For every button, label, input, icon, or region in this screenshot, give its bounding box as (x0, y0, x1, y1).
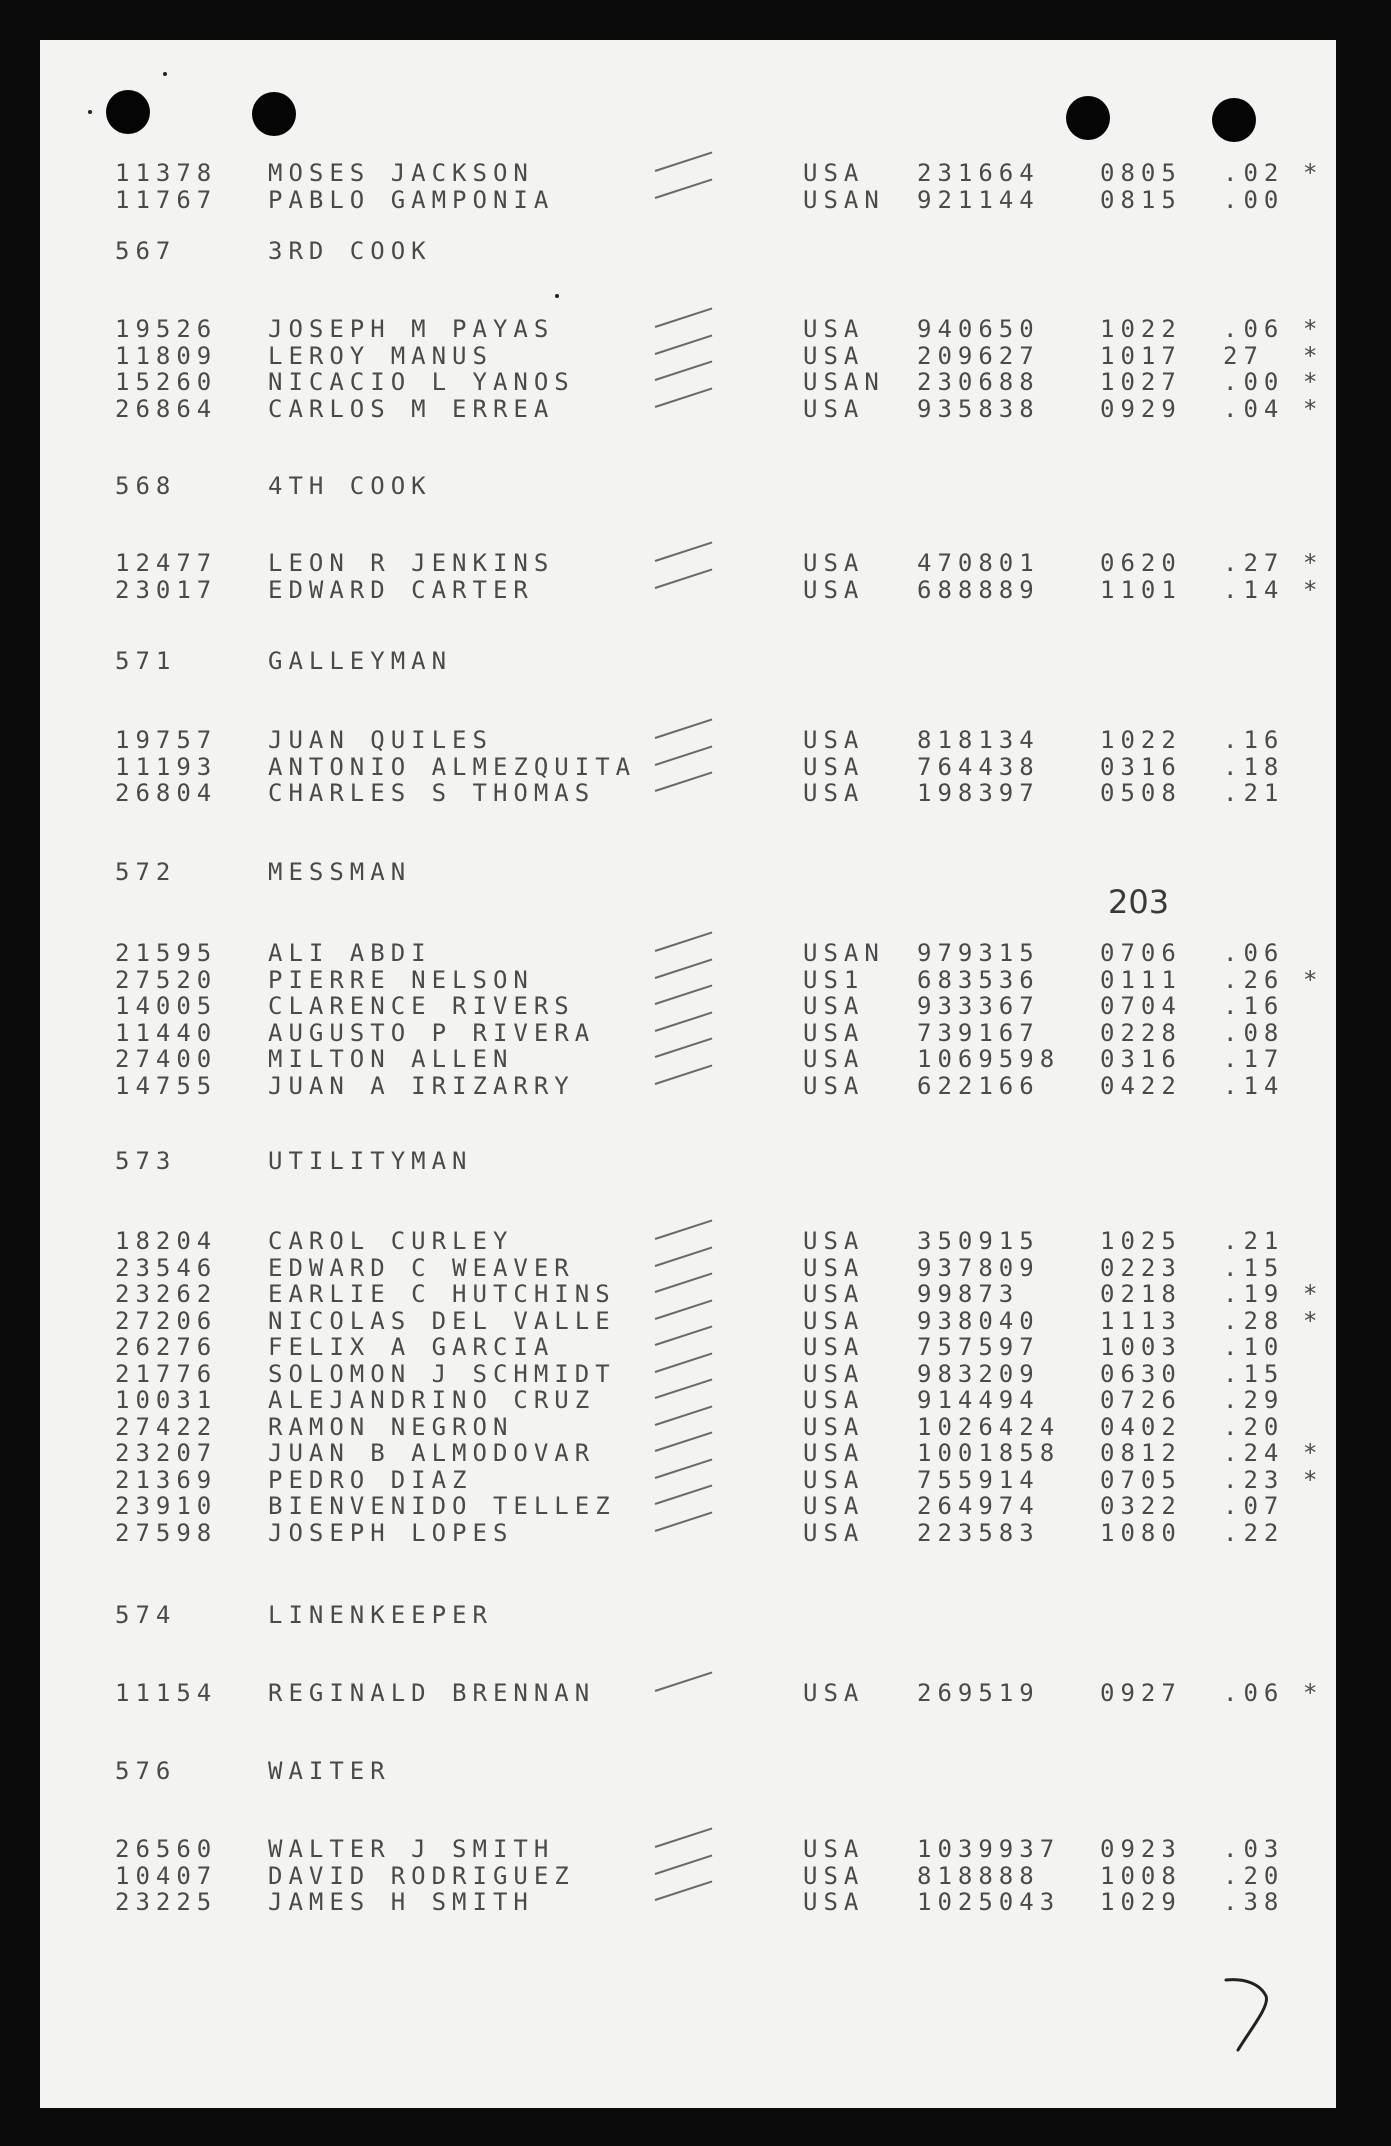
row-code: 1113 (1100, 1306, 1182, 1335)
pencil-tick (655, 1220, 713, 1240)
pencil-tick (655, 152, 713, 172)
row-nat: USA (803, 1227, 865, 1255)
row-star: * (1303, 1306, 1324, 1335)
row-code: 0706 (1100, 939, 1182, 967)
row-pct: .38 (1223, 1888, 1285, 1916)
row-id: 27422 (115, 1412, 218, 1441)
speck (163, 72, 167, 76)
row-nat: US1 (803, 965, 865, 994)
row-code: 0812 (1100, 1439, 1182, 1467)
row-nat: USA (803, 1888, 865, 1916)
row-code: 1003 (1100, 1333, 1182, 1361)
row-code: 0322 (1100, 1492, 1182, 1520)
row-code: 0316 (1100, 1045, 1182, 1073)
row-id: 23225 (115, 1888, 218, 1916)
row-star: * (1303, 1465, 1324, 1494)
row-code: 1101 (1100, 575, 1182, 604)
row-pct: .03 (1223, 1835, 1285, 1863)
row-nat: USA (803, 394, 865, 423)
row-code: 0422 (1100, 1071, 1182, 1100)
section-title: 3RD COOK (268, 237, 432, 265)
row-pct: .04 (1223, 394, 1285, 423)
row-name: EARLIE C HUTCHINS (268, 1280, 616, 1308)
section-title: MESSMAN (268, 858, 412, 886)
row-name: NICOLAS DEL VALLE (268, 1306, 616, 1335)
pencil-tick (655, 1881, 713, 1901)
section-title: WAITER (268, 1757, 391, 1785)
pencil-tick (655, 1273, 713, 1293)
row-id: 26560 (115, 1835, 218, 1863)
page-number: 203 (1108, 883, 1170, 921)
row-code: 0223 (1100, 1253, 1182, 1282)
section-title: LINENKEEPER (268, 1601, 493, 1629)
row-nat: USA (803, 549, 865, 577)
row-code: 0815 (1100, 185, 1182, 214)
row-num: 470801 (917, 549, 1040, 577)
row-num: 622166 (917, 1071, 1040, 1100)
row-code: 0805 (1100, 159, 1182, 187)
row-nat: USA (803, 1333, 865, 1361)
row-name: ANTONIO ALMEZQUITA (268, 752, 637, 781)
row-nat: USA (803, 992, 865, 1020)
row-star: * (1303, 394, 1324, 423)
section-code: 571 (115, 647, 177, 675)
punch-hole-1 (106, 90, 150, 134)
row-nat: USA (803, 1439, 865, 1467)
row-pct: .20 (1223, 1861, 1285, 1890)
section-code: 567 (115, 237, 177, 265)
row-pct: .24 (1223, 1439, 1285, 1467)
row-num: 935838 (917, 394, 1040, 423)
row-num: 264974 (917, 1492, 1040, 1520)
row-code: 0508 (1100, 779, 1182, 807)
row-name: PIERRE NELSON (268, 965, 534, 994)
row-num: 1026424 (917, 1412, 1061, 1441)
row-num: 231664 (917, 159, 1040, 187)
row-nat: USA (803, 1045, 865, 1073)
row-name: CAROL CURLEY (268, 1227, 514, 1255)
row-nat: USA (803, 159, 865, 187)
row-nat: USA (803, 1253, 865, 1282)
row-id: 10031 (115, 1386, 218, 1414)
row-code: 1029 (1100, 1888, 1182, 1916)
row-pct: .27 (1223, 549, 1285, 577)
row-pct: .02 (1223, 159, 1285, 187)
pencil-tick (655, 1064, 713, 1084)
row-num: 350915 (917, 1227, 1040, 1255)
document-page (40, 40, 1336, 2108)
pencil-tick (655, 542, 713, 562)
pencil-tick (655, 745, 713, 765)
row-name: WALTER J SMITH (268, 1835, 555, 1863)
row-pct: .06 (1223, 1679, 1285, 1707)
pencil-tick (655, 1854, 713, 1874)
row-id: 23910 (115, 1492, 218, 1520)
row-code: 0316 (1100, 752, 1182, 781)
pencil-tick (655, 308, 713, 328)
row-name: JUAN A IRIZARRY (268, 1071, 575, 1100)
pencil-tick (655, 387, 713, 407)
pencil-tick (655, 1299, 713, 1319)
row-nat: USAN (803, 185, 885, 214)
punch-hole-4 (1212, 98, 1256, 142)
row-id: 11809 (115, 341, 218, 370)
row-star: * (1303, 159, 1324, 187)
row-num: 940650 (917, 315, 1040, 343)
row-id: 19526 (115, 315, 218, 343)
row-nat: USA (803, 1306, 865, 1335)
handwritten-mark (1220, 1970, 1290, 2060)
row-id: 26276 (115, 1333, 218, 1361)
row-code: 0228 (1100, 1018, 1182, 1047)
pencil-tick (655, 1432, 713, 1452)
row-name: REGINALD BRENNAN (268, 1679, 596, 1707)
row-code: 1025 (1100, 1227, 1182, 1255)
row-id: 14005 (115, 992, 218, 1020)
row-code: 1022 (1100, 315, 1182, 343)
row-nat: USA (803, 341, 865, 370)
section-title: GALLEYMAN (268, 647, 453, 675)
row-pct: .06 (1223, 939, 1285, 967)
row-nat: USA (803, 1412, 865, 1441)
row-num: 757597 (917, 1333, 1040, 1361)
row-name: CARLOS M ERREA (268, 394, 555, 423)
row-code: 1022 (1100, 726, 1182, 754)
pencil-tick (655, 1246, 713, 1266)
row-num: 688889 (917, 575, 1040, 604)
row-star: * (1303, 1439, 1324, 1467)
row-name: PEDRO DIAZ (268, 1465, 473, 1494)
section-code: 574 (115, 1601, 177, 1629)
row-name: JAMES H SMITH (268, 1888, 534, 1916)
row-name: LEROY MANUS (268, 341, 493, 370)
section-code: 572 (115, 858, 177, 886)
row-num: 230688 (917, 368, 1040, 396)
row-id: 11440 (115, 1018, 218, 1047)
pencil-tick (655, 719, 713, 739)
pencil-tick (655, 178, 713, 198)
row-id: 27598 (115, 1518, 218, 1547)
row-nat: USA (803, 315, 865, 343)
row-id: 21369 (115, 1465, 218, 1494)
section-title: 4TH COOK (268, 472, 432, 500)
row-id: 27400 (115, 1045, 218, 1073)
row-num: 1069598 (917, 1045, 1061, 1073)
row-pct: .00 (1223, 368, 1285, 396)
row-id: 12477 (115, 549, 218, 577)
row-num: 198397 (917, 779, 1040, 807)
row-nat: USA (803, 1492, 865, 1520)
pencil-tick (655, 1672, 713, 1692)
row-star: * (1303, 315, 1324, 343)
row-id: 23017 (115, 575, 218, 604)
row-nat: USA (803, 1465, 865, 1494)
section-code: 568 (115, 472, 177, 500)
row-name: MILTON ALLEN (268, 1045, 514, 1073)
row-num: 269519 (917, 1679, 1040, 1707)
row-pct: .29 (1223, 1386, 1285, 1414)
row-star: * (1303, 1280, 1324, 1308)
row-pct: .14 (1223, 1071, 1285, 1100)
row-pct: .08 (1223, 1018, 1285, 1047)
row-id: 21776 (115, 1359, 218, 1388)
row-pct: .21 (1223, 779, 1285, 807)
row-id: 18204 (115, 1227, 218, 1255)
row-name: SOLOMON J SCHMIDT (268, 1359, 616, 1388)
row-id: 11767 (115, 185, 218, 214)
row-num: 683536 (917, 965, 1040, 994)
row-name: EDWARD CARTER (268, 575, 534, 604)
pencil-tick (655, 334, 713, 354)
row-pct: .16 (1223, 992, 1285, 1020)
row-num: 938040 (917, 1306, 1040, 1335)
row-pct: .22 (1223, 1518, 1285, 1547)
row-id: 23546 (115, 1253, 218, 1282)
row-star: * (1303, 1679, 1324, 1707)
row-num: 983209 (917, 1359, 1040, 1388)
row-nat: USA (803, 1835, 865, 1863)
row-nat: USA (803, 1071, 865, 1100)
pencil-tick (655, 1379, 713, 1399)
row-id: 19757 (115, 726, 218, 754)
row-code: 0218 (1100, 1280, 1182, 1308)
row-code: 0402 (1100, 1412, 1182, 1441)
pencil-tick (655, 1828, 713, 1848)
row-name: FELIX A GARCIA (268, 1333, 555, 1361)
row-name: ALEJANDRINO CRUZ (268, 1386, 596, 1414)
row-id: 23207 (115, 1439, 218, 1467)
row-star: * (1303, 965, 1324, 994)
row-name: JOSEPH M PAYAS (268, 315, 555, 343)
row-star: * (1303, 575, 1324, 604)
row-name: JUAN QUILES (268, 726, 493, 754)
row-num: 764438 (917, 752, 1040, 781)
row-code: 1027 (1100, 368, 1182, 396)
row-name: JOSEPH LOPES (268, 1518, 514, 1547)
pencil-tick (655, 361, 713, 381)
row-pct: .17 (1223, 1045, 1285, 1073)
row-pct: .28 (1223, 1306, 1285, 1335)
row-nat: USA (803, 1518, 865, 1547)
section-title: UTILITYMAN (268, 1147, 473, 1175)
row-pct: .15 (1223, 1253, 1285, 1282)
row-num: 933367 (917, 992, 1040, 1020)
row-num: 1001858 (917, 1439, 1061, 1467)
row-id: 27520 (115, 965, 218, 994)
pencil-tick (655, 985, 713, 1005)
pencil-tick (655, 958, 713, 978)
pencil-tick (655, 772, 713, 792)
row-pct: .19 (1223, 1280, 1285, 1308)
row-nat: USAN (803, 368, 885, 396)
row-pct: .16 (1223, 726, 1285, 754)
row-id: 21595 (115, 939, 218, 967)
row-num: 818134 (917, 726, 1040, 754)
row-nat: USA (803, 1280, 865, 1308)
row-pct: .26 (1223, 965, 1285, 994)
row-name: BIENVENIDO TELLEZ (268, 1492, 616, 1520)
pencil-tick (655, 1485, 713, 1505)
row-pct: .07 (1223, 1492, 1285, 1520)
row-name: ALI ABDI (268, 939, 432, 967)
row-num: 914494 (917, 1386, 1040, 1414)
pencil-tick (655, 1458, 713, 1478)
row-id: 11378 (115, 159, 218, 187)
section-code: 573 (115, 1147, 177, 1175)
row-code: 0927 (1100, 1679, 1182, 1707)
row-id: 26864 (115, 394, 218, 423)
row-code: 1017 (1100, 341, 1182, 370)
row-pct: .10 (1223, 1333, 1285, 1361)
row-name: DAVID RODRIGUEZ (268, 1861, 575, 1890)
row-id: 23262 (115, 1280, 218, 1308)
row-pct: .20 (1223, 1412, 1285, 1441)
pencil-tick (655, 932, 713, 952)
row-code: 0630 (1100, 1359, 1182, 1388)
row-pct: .06 (1223, 315, 1285, 343)
speck (88, 110, 92, 114)
row-id: 11193 (115, 752, 218, 781)
row-num: 739167 (917, 1018, 1040, 1047)
row-id: 14755 (115, 1071, 218, 1100)
pencil-tick (655, 1352, 713, 1372)
row-num: 979315 (917, 939, 1040, 967)
row-name: CLARENCE RIVERS (268, 992, 575, 1020)
row-name: NICACIO L YANOS (268, 368, 575, 396)
pencil-tick (655, 568, 713, 588)
row-pct: .00 (1223, 185, 1285, 214)
row-id: 27206 (115, 1306, 218, 1335)
row-name: RAMON NEGRON (268, 1412, 514, 1441)
row-id: 15260 (115, 368, 218, 396)
row-code: 1080 (1100, 1518, 1182, 1547)
row-num: 99873 (917, 1280, 1020, 1308)
row-pct: .23 (1223, 1465, 1285, 1494)
row-star: * (1303, 549, 1324, 577)
pencil-tick (655, 1326, 713, 1346)
row-nat: USA (803, 1679, 865, 1707)
row-pct: 27 (1223, 341, 1264, 370)
pencil-tick (655, 1038, 713, 1058)
row-num: 1039937 (917, 1835, 1061, 1863)
row-pct: .14 (1223, 575, 1285, 604)
row-name: LEON R JENKINS (268, 549, 555, 577)
row-pct: .18 (1223, 752, 1285, 781)
pencil-tick (655, 1405, 713, 1425)
row-code: 0929 (1100, 394, 1182, 423)
row-nat: USA (803, 575, 865, 604)
speck (555, 294, 559, 298)
punch-hole-2 (252, 92, 296, 136)
row-nat: USAN (803, 939, 885, 967)
section-code: 576 (115, 1757, 177, 1785)
row-code: 0705 (1100, 1465, 1182, 1494)
row-nat: USA (803, 1386, 865, 1414)
row-nat: USA (803, 752, 865, 781)
row-num: 1025043 (917, 1888, 1061, 1916)
row-code: 0111 (1100, 965, 1182, 994)
row-num: 209627 (917, 341, 1040, 370)
row-nat: USA (803, 726, 865, 754)
row-pct: .15 (1223, 1359, 1285, 1388)
row-star: * (1303, 368, 1324, 396)
row-star: * (1303, 341, 1324, 370)
row-id: 11154 (115, 1679, 218, 1707)
row-nat: USA (803, 1861, 865, 1890)
row-id: 26804 (115, 779, 218, 807)
row-num: 937809 (917, 1253, 1040, 1282)
pencil-tick (655, 1511, 713, 1531)
row-nat: USA (803, 1018, 865, 1047)
row-code: 0704 (1100, 992, 1182, 1020)
row-nat: USA (803, 779, 865, 807)
row-num: 223583 (917, 1518, 1040, 1547)
row-pct: .21 (1223, 1227, 1285, 1255)
punch-hole-3 (1066, 96, 1110, 140)
row-name: MOSES JACKSON (268, 159, 534, 187)
row-name: AUGUSTO P RIVERA (268, 1018, 596, 1047)
row-nat: USA (803, 1359, 865, 1388)
pencil-tick (655, 1011, 713, 1031)
row-code: 0620 (1100, 549, 1182, 577)
row-name: CHARLES S THOMAS (268, 779, 596, 807)
row-id: 10407 (115, 1861, 218, 1890)
row-name: PABLO GAMPONIA (268, 185, 555, 214)
row-code: 1008 (1100, 1861, 1182, 1890)
row-num: 818888 (917, 1861, 1040, 1890)
row-code: 0726 (1100, 1386, 1182, 1414)
row-name: JUAN B ALMODOVAR (268, 1439, 596, 1467)
row-name: EDWARD C WEAVER (268, 1253, 575, 1282)
row-code: 0923 (1100, 1835, 1182, 1863)
row-num: 755914 (917, 1465, 1040, 1494)
row-num: 921144 (917, 185, 1040, 214)
